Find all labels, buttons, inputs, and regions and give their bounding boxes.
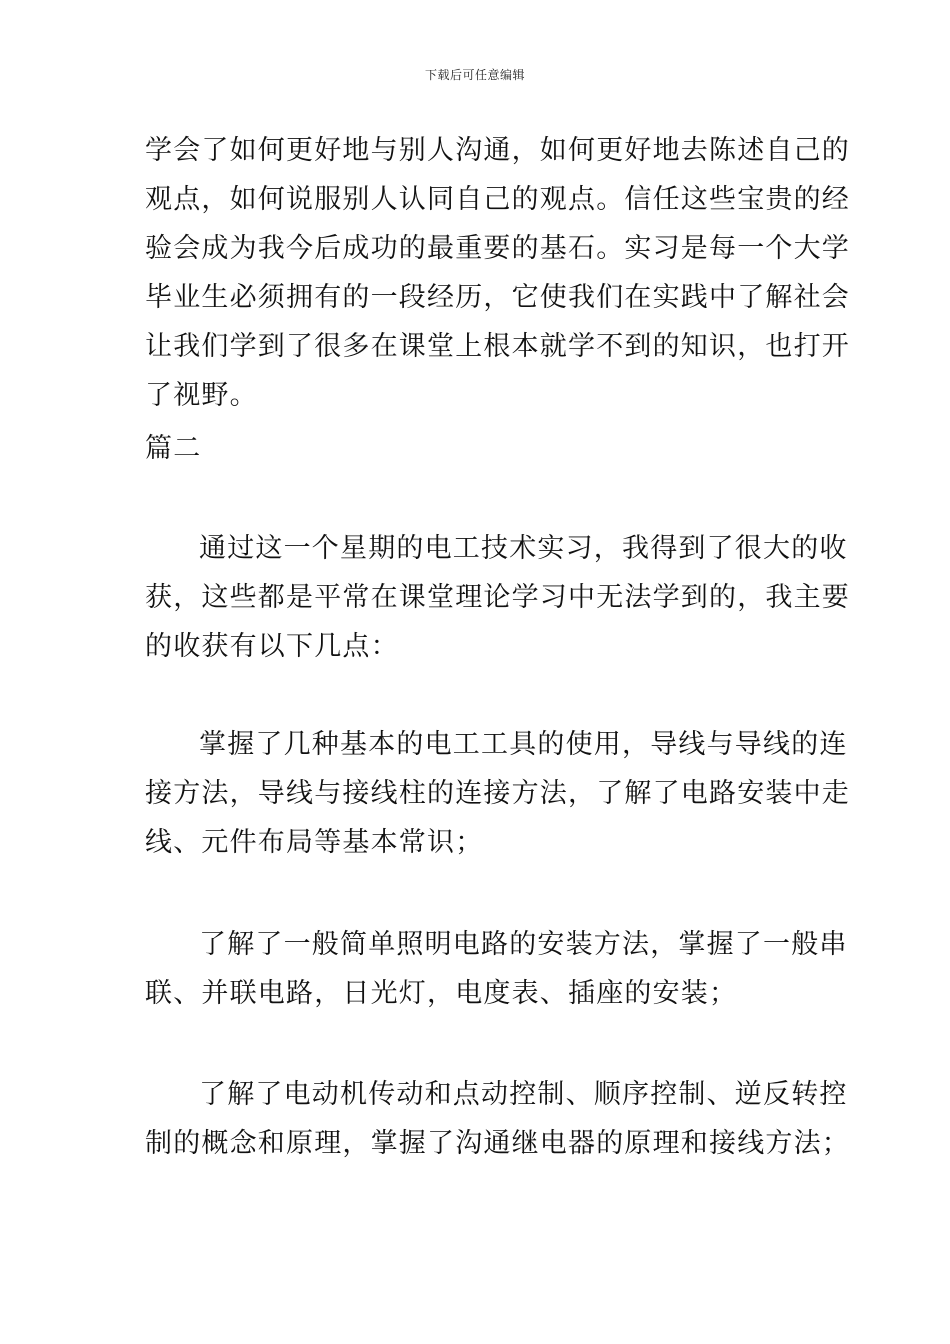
- text-line: 联、并联电路，日光灯，电度表、插座的安装；: [145, 978, 738, 1009]
- text-line: 通过这一个星期的电工技术实习，我得到了很大的收: [199, 533, 848, 564]
- text-line: 了视野。: [145, 380, 258, 411]
- text-line: 制的概念和原理，掌握了沟通继电器的原理和接线方法；: [145, 1128, 850, 1159]
- paragraph-2: [145, 720, 850, 867]
- header-note: 下载后可任意编辑: [424, 68, 525, 82]
- text-line: 了解了一般简单照明电路的安装方法，掌握了一般串: [199, 929, 848, 960]
- paragraph-4: [145, 1070, 850, 1168]
- continuation-text: [145, 126, 850, 420]
- paragraph-3: [145, 920, 848, 1018]
- text-line: 获，这些都是平常在课堂理论学习中无法学到的，我主要: [145, 582, 850, 613]
- text-line: 学会了如何更好地与别人沟通，如何更好地去陈述自己的: [145, 135, 850, 166]
- text-line: 验会成为我今后成功的最重要的基石。实习是每一个大学: [145, 233, 850, 264]
- text-line: 接方法，导线与接线柱的连接方法，了解了电路安装中走: [145, 778, 850, 809]
- text-line: 掌握了几种基本的电工工具的使用，导线与导线的连: [199, 729, 848, 760]
- text-line: 观点，如何说服别人认同自己的观点。信任这些宝贵的经: [145, 184, 850, 215]
- text-line: 了解了电动机传动和点动控制、顺序控制、逆反转控: [199, 1079, 848, 1110]
- text-line: 的收获有以下几点：: [145, 631, 399, 662]
- text-line: 线、元件布局等基本常识；: [145, 827, 484, 858]
- section-heading: 篇二: [145, 433, 202, 464]
- text-line: 让我们学到了很多在课堂上根本就学不到的知识，也打开: [145, 331, 850, 362]
- paragraph-1: [145, 524, 850, 671]
- text-line: 毕业生必须拥有的一段经历，它使我们在实践中了解社会: [145, 282, 850, 313]
